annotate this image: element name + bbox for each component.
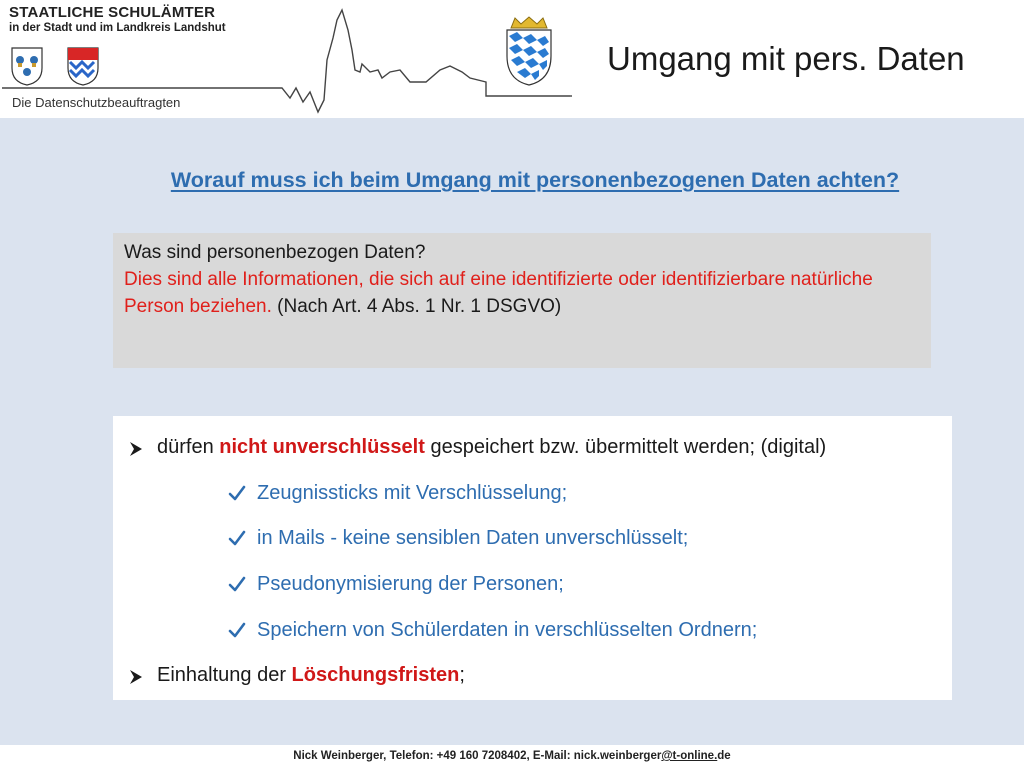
subitem-text: Speichern von Schülerdaten in verschlüsselten Ordnern; [257, 619, 758, 641]
content-area [0, 118, 1024, 745]
footer-contact-text: Nick Weinberger, Telefon: +49 160 7208402, E-Mail: nick.weinberger [293, 750, 662, 762]
email-link[interactable]: @t-online. [661, 750, 718, 762]
item-emphasis: nicht unverschlüsselt [219, 436, 425, 458]
subitem-text: in Mails - keine sensiblen Daten unverschlüsselt; [257, 527, 689, 549]
definition-body: Dies sind alle Informationen, die sich auf eine identifizierte oder identifizierbare natürliche Person beziehen. [124, 269, 873, 317]
arrowhead-bullet-icon [127, 440, 145, 458]
question-heading: Worauf muss ich beim Umgang mit personenbezogenen Daten achten? [170, 168, 900, 192]
slide-header [0, 0, 1024, 118]
item-text: dürfen [157, 436, 220, 458]
definition-heading: Was sind personenbezogen Daten? [124, 242, 426, 263]
arrowhead-bullet-icon [127, 668, 145, 686]
checkmark-icon [227, 620, 247, 640]
item-text: Einhaltung der [157, 664, 292, 686]
item-emphasis: Löschungsfristen [291, 664, 460, 686]
footer-tld: de [717, 750, 731, 762]
org-name: STAATLICHE SCHULÄMTER [9, 4, 216, 21]
slide-footer [0, 745, 1024, 768]
item-text: ; [459, 664, 465, 686]
definition-source: (Nach Art. 4 Abs. 1 Nr. 1 DSGVO) [277, 296, 562, 317]
rules-list [113, 416, 952, 700]
subitem-text: Pseudonymisierung der Personen; [257, 573, 564, 595]
item-text: gespeichert bzw. übermittelt werden; (digital) [424, 436, 827, 458]
slide-title: Umgang mit pers. Daten [607, 40, 965, 77]
department-label: Die Datenschutzbeauftragten [12, 95, 181, 110]
org-subtitle: in der Stadt und im Landkreis Landshut [9, 22, 226, 34]
checkmark-icon [227, 528, 247, 548]
checkmark-icon [227, 483, 247, 503]
subitem-text: Zeugnissticks mit Verschlüsselung; [257, 482, 568, 504]
footer-contact [0, 750, 1024, 762]
checkmark-icon [227, 574, 247, 594]
bavarian-coat-of-arms-icon [503, 16, 555, 86]
definition-box [113, 233, 931, 368]
